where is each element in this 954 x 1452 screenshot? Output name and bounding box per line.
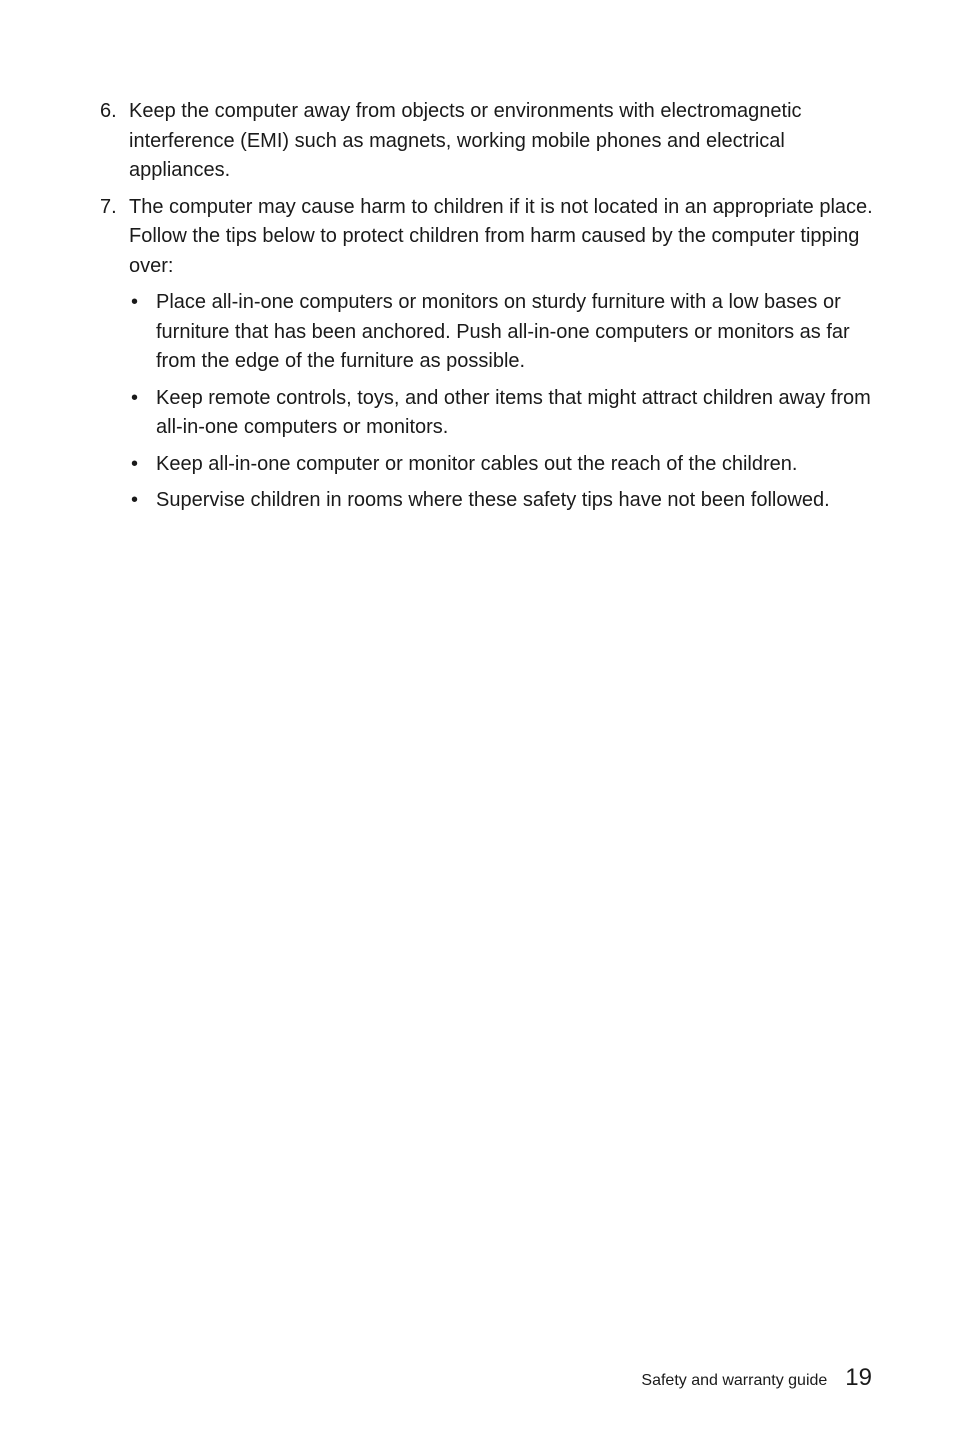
bullet-icon: • [131, 291, 139, 313]
list-number: 7. [100, 195, 117, 218]
bullet-item [129, 486, 880, 516]
list-number: 6. [100, 100, 117, 122]
page-footer [641, 1364, 872, 1392]
bullet-list [129, 288, 880, 516]
bullet-icon: • [131, 489, 139, 511]
bullet-item [129, 384, 880, 443]
bullet-text: Supervise children in rooms where these safety tips have not been followed. [156, 489, 830, 511]
list-item-7 [100, 193, 880, 516]
bullet-icon: • [131, 452, 139, 475]
bullet-text: Place all-in-one computers or monitors on sturdy furniture with a low bases or furniture that has been anchored. Push all-in-one computers or monitors as far from the edge of the furniture as possible. [156, 291, 850, 372]
page-number: 19 [845, 1364, 872, 1391]
bullet-item [129, 288, 880, 377]
page-content [100, 97, 880, 523]
list-item-6 [100, 97, 880, 186]
bullet-text: Keep all-in-one computer or monitor cables out the reach of the children. [156, 452, 798, 475]
bullet-icon: • [131, 386, 139, 409]
list-item-text: Keep the computer away from objects or environments with electromagnetic interference (EMI) such as magnets, working mobile phones and electrical appliances. [129, 100, 802, 181]
list-item-text: The computer may cause harm to children if it is not located in an appropriate place. Follow the tips below to protect children from harm caused by the computer tipping over: [129, 195, 873, 277]
bullet-text: Keep remote controls, toys, and other items that might attract children away from all-in-one computers or monitors. [156, 386, 871, 438]
footer-title: Safety and warranty guide [641, 1372, 828, 1389]
bullet-item [129, 450, 880, 480]
